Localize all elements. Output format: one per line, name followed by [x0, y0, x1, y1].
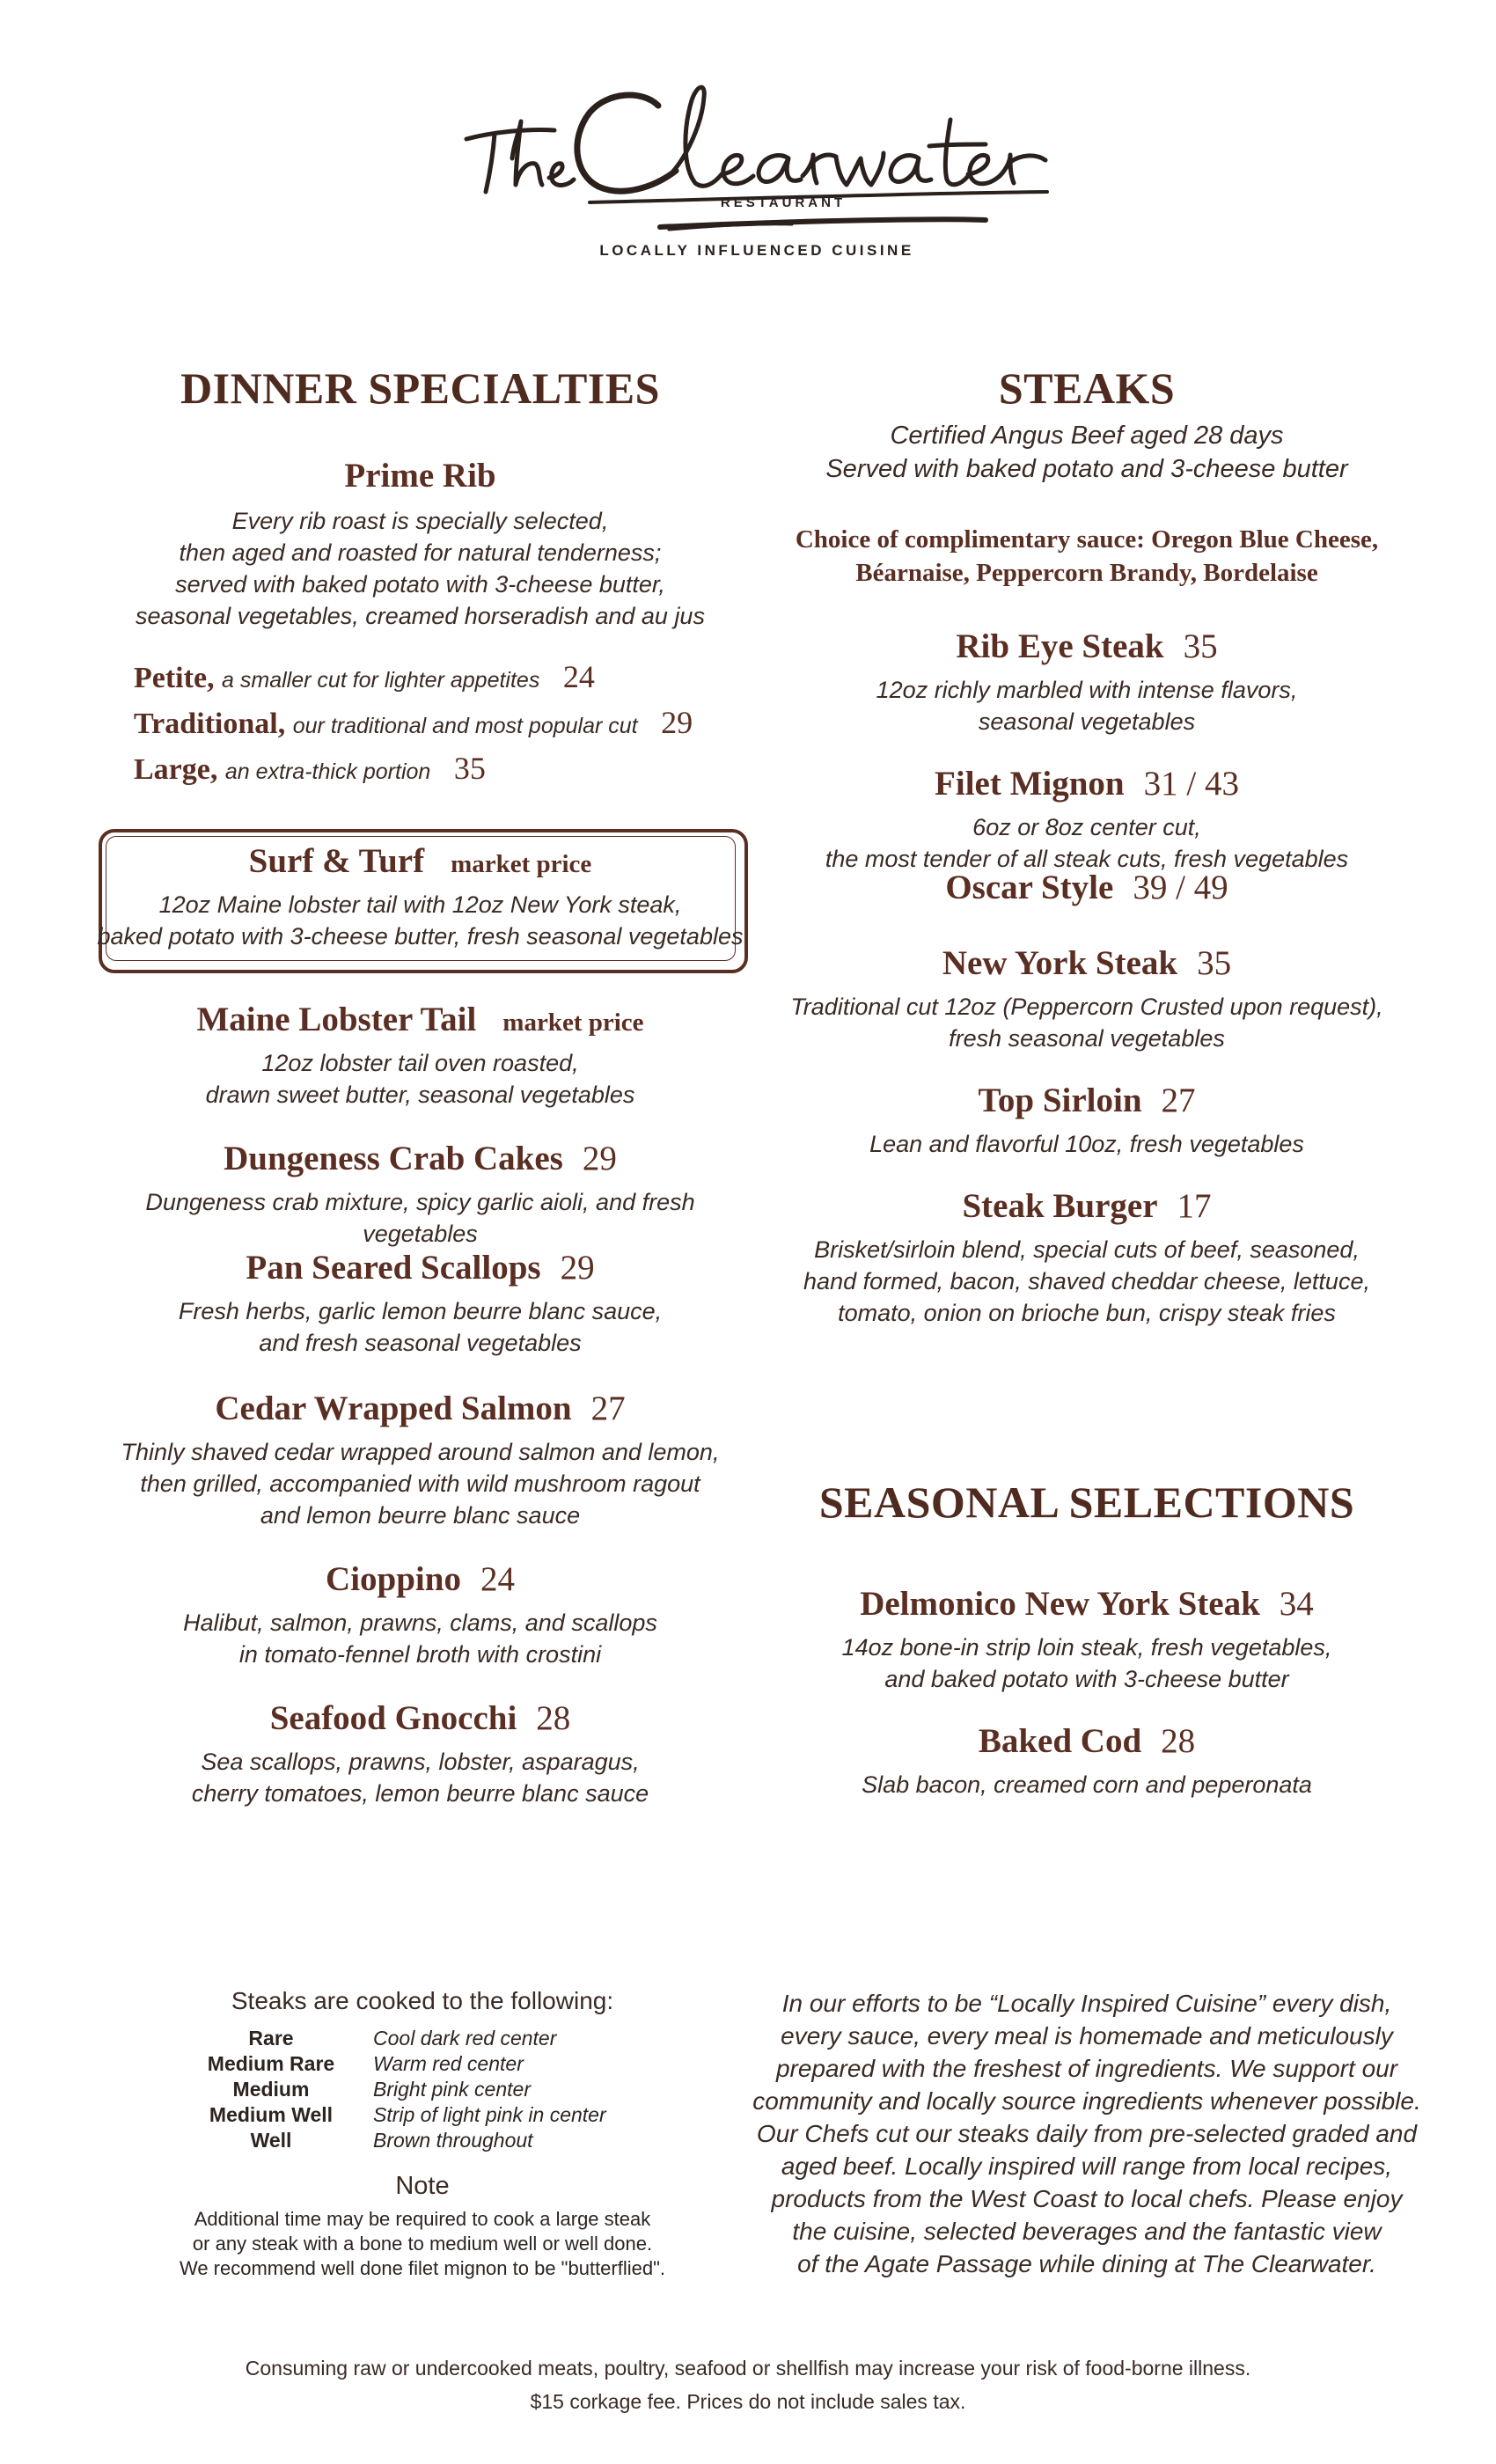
- steaks-heading: STEAKS: [998, 363, 1176, 413]
- salmon-description: Thinly shaved cedar wrapped around salmon and lemon, then grilled, accompanied with wild mushroom ragout and lemon beurre blanc sauce: [121, 1439, 720, 1529]
- gnocchi-title: Seafood Gnocchi 28: [269, 1699, 571, 1737]
- new-york-steak-description: Traditional cut 12oz (Peppercorn Crusted upon request), fresh seasonal vegetables: [790, 994, 1383, 1052]
- gnocchi-description: Sea scallops, prawns, lobster, asparagus, cherry tomatoes, lemon beurre blanc sauce: [191, 1749, 649, 1807]
- rib-eye-title: Rib Eye Steak 35: [956, 627, 1218, 665]
- prime-rib-size-large: Large, an extra-thick portion 35: [134, 751, 486, 786]
- scallops-description: Fresh herbs, garlic lemon beurre blanc sauce, and fresh seasonal vegetables: [178, 1298, 663, 1356]
- footer-disclaimer: Consuming raw or undercooked meats, poultry, seafood or shellfish may increase your risk of food-borne illness. $15 corkage fee. Prices do not include sales tax.: [245, 2357, 1251, 2413]
- doneness-note: Additional time may be required to cook a large steak or any steak with a bone to medium well or well done. We recommend well done filet mignon to be "butterflied".: [179, 2208, 666, 2279]
- steaks-sauce-choice: Choice of complimentary sauce: Oregon Blue Cheese, Béarnaise, Peppercorn Brandy, Bordelaise: [795, 525, 1379, 587]
- filet-mignon-title: Filet Mignon 31 / 43: [935, 765, 1239, 803]
- crab-cakes-description: Dungeness crab mixture, spicy garlic aioli, and fresh vegetables: [145, 1189, 695, 1247]
- lobster-description: 12oz lobster tail oven roasted, drawn sweet butter, seasonal vegetables: [205, 1050, 635, 1108]
- seasonal-selections-heading: SEASONAL SELECTIONS: [818, 1478, 1355, 1527]
- steak-burger-title: Steak Burger 17: [962, 1187, 1212, 1225]
- top-sirloin-title: Top Sirloin 27: [978, 1082, 1196, 1119]
- cioppino-description: Halibut, salmon, prawns, clams, and scallops in tomato-fennel broth with crostini: [183, 1610, 657, 1668]
- doneness-note-title: Note: [395, 2172, 450, 2200]
- doneness-row: Medium Rare Warm red center: [207, 2052, 524, 2075]
- surf-and-turf-title: Surf & Turf market price: [248, 842, 592, 880]
- logo-tagline: LOCALLY INFLUENCED CUISINE: [599, 242, 914, 259]
- new-york-steak-title: New York Steak 35: [942, 944, 1232, 982]
- dinner-specialties-heading: DINNER SPECIALTIES: [180, 363, 660, 413]
- salmon-title: Cedar Wrapped Salmon 27: [215, 1390, 626, 1427]
- rib-eye-description: 12oz richly marbled with intense flavors, seasonal vegetables: [876, 677, 1298, 735]
- prime-rib-size-petite: Petite, a smaller cut for lighter appetites 24: [134, 659, 595, 694]
- philosophy-paragraph: In our efforts to be “Locally Inspired Cuisine” every dish, every sauce, every meal is homemade and meticulously prepared with the freshest of ingredients. We support our community and locally source ingredients whenever possible. Our Chefs cut our steaks daily from pre-selected graded and aged beef. Locally inspired will range from local recipes, products from the West Coast to local chefs. Please enjoy the cuisine, selected beverages and the fantastic view of the Agate Passage while dining at The Clearwater.: [752, 1990, 1421, 2277]
- steak-burger-description: Brisket/sirloin blend, special cuts of beef, seasoned, hand formed, bacon, shaved cheddar cheese, lettuce, tomato, onion on brioche bun, crispy steak fries: [803, 1236, 1370, 1326]
- oscar-style-title: Oscar Style 39 / 49: [945, 869, 1228, 906]
- delmonico-description: 14oz bone-in strip loin steak, fresh vegetables, and baked potato with 3-cheese butter: [841, 1634, 1332, 1692]
- cioppino-title: Cioppino 24: [326, 1560, 515, 1598]
- top-sirloin-description: Lean and flavorful 10oz, fresh vegetables: [869, 1131, 1304, 1157]
- crab-cakes-title: Dungeness Crab Cakes 29: [224, 1140, 617, 1177]
- delmonico-title: Delmonico New York Steak 34: [860, 1585, 1314, 1623]
- prime-rib-size-traditional: Traditional, our traditional and most popular cut 29: [134, 705, 693, 740]
- doneness-title: Steaks are cooked to the following:: [231, 1987, 614, 2014]
- logo-wordmark: [458, 70, 1056, 264]
- logo-subtitle: RESTAURANT: [720, 195, 847, 210]
- doneness-row: Rare Cool dark red center: [248, 2027, 557, 2050]
- doneness-row: Medium Well Strip of light pink in center: [209, 2103, 606, 2126]
- baked-cod-description: Slab bacon, creamed corn and peperonata: [862, 1771, 1312, 1798]
- filet-mignon-description: 6oz or 8oz center cut, the most tender of all steak cuts, fresh vegetables: [825, 814, 1349, 872]
- scallops-title: Pan Seared Scallops 29: [246, 1249, 595, 1287]
- steaks-intro: Certified Angus Beef aged 28 days Served with baked potato and 3-cheese butter: [825, 422, 1348, 483]
- prime-rib-title: Prime Rib: [344, 457, 496, 495]
- surf-and-turf-description: 12oz Maine lobster tail with 12oz New York steak, baked potato with 3-cheese butter, fresh seasonal vegetables: [97, 891, 744, 950]
- doneness-row: Medium Bright pink center: [232, 2078, 531, 2101]
- baked-cod-title: Baked Cod 28: [978, 1722, 1196, 1760]
- lobster-title: Maine Lobster Tail market price: [196, 1001, 644, 1038]
- logo: [458, 70, 1056, 264]
- prime-rib-description: Every rib roast is specially selected, then aged and roasted for natural tenderness; served with baked potato with 3-cheese butter, seasonal vegetables, creamed horseradish and au jus: [136, 508, 705, 629]
- doneness-row: Well Brown throughout: [250, 2129, 533, 2152]
- doneness-table: [201, 2026, 693, 2153]
